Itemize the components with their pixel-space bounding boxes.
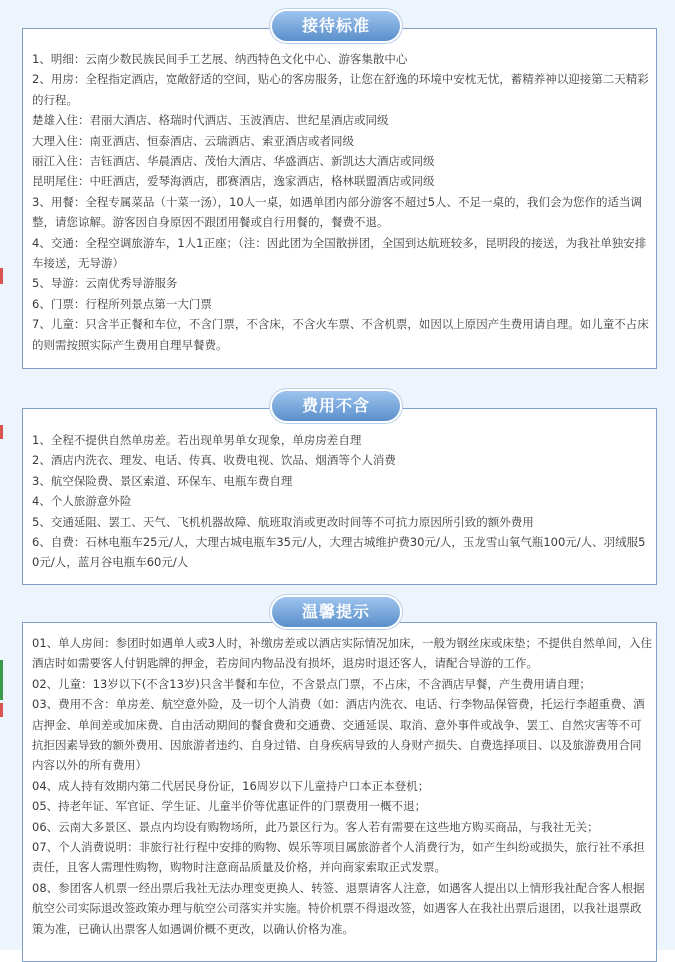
edge-mark [0,660,3,700]
list-item: 01、单人房间：参团时如遇单人或3人时，补缴房差或以酒店实际情况加床，一般为钢丝床或床垫；不提供自然单间，入住酒店时如需要客人付钥匙牌的押金，若房间内物品没有损坏，退房时退还客人，请配合导游的工作。 [32,636,652,671]
excluded-list [32,430,652,573]
list-item: 05、持老年证、军官证、学生证、儿童半价等优惠证件的门票费用一概不退； [32,799,427,814]
list-item: 昆明尾住：中旺酒店，爱琴海酒店，郡赛酒店，逸家酒店，格林联盟酒店或同级 [32,174,435,189]
list-item: 03、费用不含：单房差、航空意外险，及一切个人消费（如：酒店内洗衣、电话、行李物品保管费，托运行李超重费、酒店押金、单间差或加床费、自由活动期间的餐食费和交通费、交通延误、取消、意外事件或战争、罢工、自然灾害等不可抗拒因素导致的额外费用、因旅游者违约、自身过错、自身疾病导致的人身财产损失、自费选择项目、以及旅游费用合同内容以外的所有费用） [32,697,645,773]
reception-title: 接待标准 [272,11,400,41]
list-item: 3、航空保险费、景区索道、环保车、电瓶车费自理 [32,473,293,488]
list-item: 08、参团客人机票一经出票后我社无法办理变更换人、转签、退票请客人注意，如遇客人提出以上情形我社配合客人根据航空公司实际退改签政策办理与航空公司落实并实施。特价机票不得退改签，如遇客人在我社出票后退团，以我社退票政策为准，已确认出票客人如遇调价概不更改，以确认价格为准。 [32,880,645,936]
tips-title: 温馨提示 [272,597,400,627]
list-item: 5、导游：云南优秀导游服务 [32,276,178,291]
edge-mark [0,425,3,439]
list-item: 大理入住：南亚酒店、恒泰酒店、云瑞酒店、索亚酒店或者同级 [32,133,354,148]
edge-mark [0,703,3,717]
list-item: 07、个人消费说明：非旅行社行程中安排的购物、娱乐等项目属旅游者个人消费行为，如产生纠纷或损失，旅行社不承担责任，且客人需理性购物，购物时注意商品质量及价格，并向商家索取正式发票。 [32,840,645,875]
edge-mark [0,268,3,284]
excluded-title: 费用不含 [272,391,400,421]
list-item: 3、用餐：全程专属菜品（十菜一汤），10人一桌，如遇单团内部分游客不超过5人、不足一桌的，我们会为您作的适当调整，请您谅解。游客因自身原因不跟团用餐或自行用餐的，餐费不退。 [32,194,643,230]
list-item: 7、儿童：只含半正餐和车位，不含门票，不含床，不含火车票、不含机票，如因以上原因产生费用请自理。如儿童不占床的则需按照实际产生费用自理早餐费。 [32,317,649,352]
list-item: 1、明细：云南少数民族民间手工艺展、纳西特色文化中心、游客集散中心 [32,52,408,66]
tips-list [32,633,652,939]
list-item: 1、全程不提供自然单房差。若出现单男单女现象，单房房差自理 [32,433,362,447]
list-item: 丽江入住：吉钰酒店、华晨酒店、茂怡大酒店、华盛酒店、新凯达大酒店或同级 [32,154,435,169]
list-item: 06、云南大多景区、景点内均设有购物场所，此乃景区行为。客人若有需要在这些地方购买商品，与我社无关； [32,819,599,834]
list-item: 2、用房：全程指定酒店，宽敞舒适的空间，贴心的客房服务，让您在舒逸的环境中安枕无忧，蓄精养神以迎接第二天精彩的行程。 [32,72,649,107]
list-item: 5、交通延阻、罢工、天气、飞机机器故障、航班取消或更改时间等不可抗力原因所引致的额外费用 [32,514,534,529]
list-item: 4、交通：全程空调旅游车，1人1正座；（注：因此团为全国散拼团，全国到达航班较多，昆明段的接送，为我社单独安排车接送，无导游） [32,235,647,271]
list-item: 6、门票：行程所列景点第一大门票 [32,296,212,311]
list-item: 4、个人旅游意外险 [32,494,132,509]
list-item: 04、成人持有效期内第二代居民身份证，16周岁以下儿童持户口本正本登机； [32,778,430,793]
list-item: 楚雄入住：君丽大酒店、格瑞时代酒店、玉波酒店、世纪星酒店或同级 [32,113,389,128]
list-item: 2、酒店内洗衣、理发、电话、传真、收费电视、饮品、烟酒等个人消费 [32,453,396,468]
reception-list [32,49,652,355]
list-item: 02、儿童：13岁以下(不含13岁)只含半餐和车位，不含景点门票，不占床，不含酒店早餐，产生费用请自理； [32,676,591,691]
list-item: 6、自费：石林电瓶车25元/人，大理古城电瓶车35元/人，大理古城维护费30元/人，玉龙雪山氧气瓶100元/人、羽绒服50元/人，蓝月谷电瓶车60元/人 [32,535,646,570]
